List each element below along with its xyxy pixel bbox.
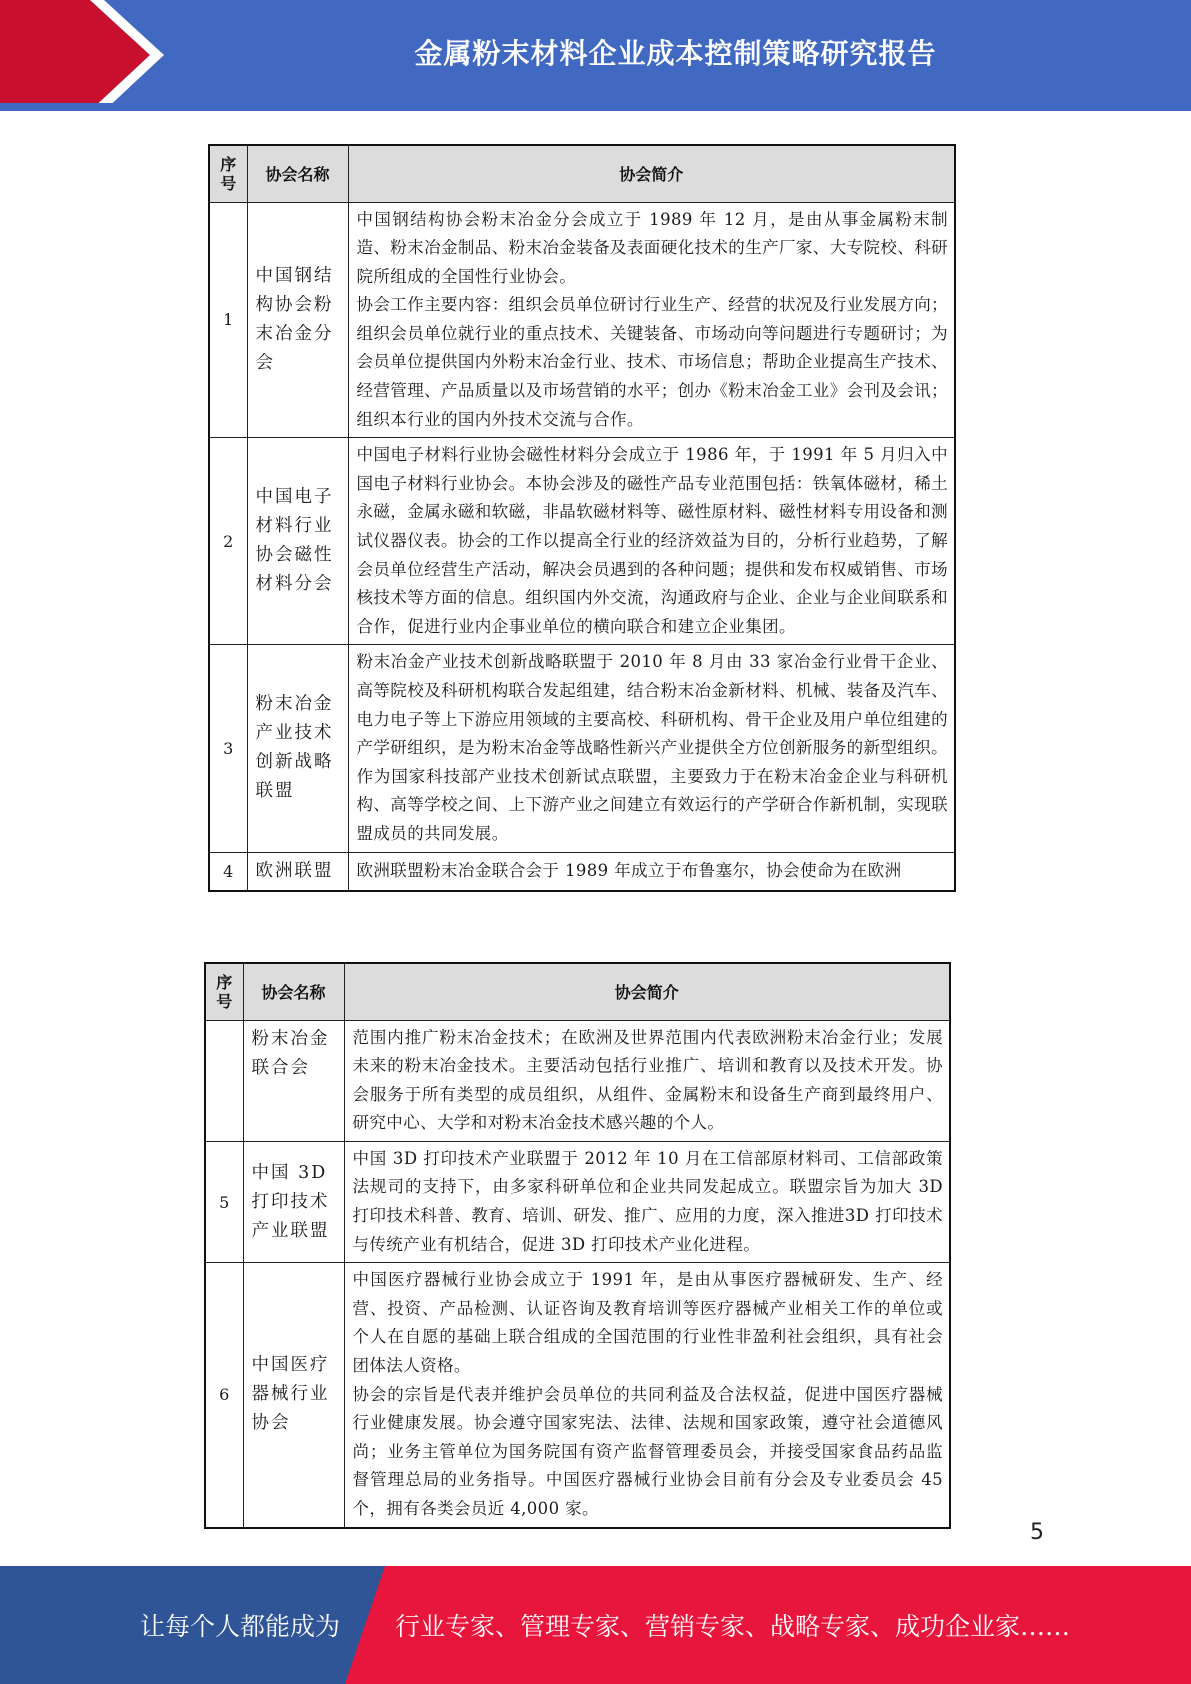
column-header-name: 协会名称	[247, 145, 348, 202]
page-footer	[0, 1566, 1191, 1684]
association-description	[344, 1141, 950, 1262]
description-paragraph: 中国医疗器械行业协会成立于 1991 年，是由从事医疗器械研发、生产、经营、投资、产品检测、认证咨询及教育培训等医疗器械产业相关工作的单位或个人在自愿的基础上联合组成的全国范围的行业性非盈利社会组织，具有社会团体法人资格。	[352, 1270, 943, 1376]
description-paragraph: 协会工作主要内容：组织会员单位研讨行业生产、经营的状况及行业发展方向；组织会员单位就行业的重点技术、关键装备、市场动向等问题进行专题研讨；为会员单位提供国内外粉末冶金行业、技术、市场信息；帮助企业提高生产技术、经营管理、产品质量以及市场营销的水平；创办《粉末冶金工业》会刊及会讯；组织本行业的国内外技术交流与合作。	[356, 295, 948, 429]
column-header-desc: 协会简介	[344, 963, 950, 1020]
column-header-index: 序号	[209, 145, 247, 202]
table-row	[205, 1141, 950, 1262]
column-header-index: 序号	[205, 963, 243, 1020]
association-name: 中国 3D 打印技术产业联盟	[243, 1141, 344, 1262]
report-title: 金属粉末材料企业成本控制策略研究报告	[414, 36, 937, 70]
table-row	[209, 202, 955, 438]
description-paragraph: 粉末冶金产业技术创新战略联盟于 2010 年 8 月由 33 家冶金行业骨干企业、高等院校及科研机构联合发起组建，结合粉末冶金新材料、机械、装备及汽车、电力电子等上下游应用领域的主要高校、科研机构、骨干企业及用户单位组建的产学研组织，是为粉末冶金等战略性新兴产业提供全方位创新服务的新型组织。作为国家科技部产业技术创新试点联盟，主要致力于在粉末冶金企业与科研机构、高等学校之间、上下游产业之间建立有效运行的产学研合作新机制，实现联盟成员的共同发展。	[356, 652, 948, 843]
column-header-name: 协会名称	[243, 963, 344, 1020]
description-paragraph: 欧洲联盟粉末冶金联合会于 1989 年成立于布鲁塞尔，协会使命为在欧洲	[356, 860, 902, 880]
association-description	[344, 1020, 950, 1141]
row-index: 6	[205, 1263, 243, 1528]
row-index: 4	[209, 852, 247, 891]
association-name: 粉末冶金联合会	[243, 1020, 344, 1141]
association-name: 中国电子材料行业协会磁性材料分会	[247, 438, 348, 645]
table-header-row	[209, 145, 955, 202]
association-description	[348, 852, 955, 891]
row-index: 1	[209, 202, 247, 438]
association-name: 欧洲联盟	[247, 852, 348, 891]
table-row	[205, 1263, 950, 1528]
row-index: 5	[205, 1141, 243, 1262]
description-paragraph: 范围内推广粉末冶金技术；在欧洲及世界范围内代表欧洲粉末冶金行业；发展未来的粉末冶金技术。主要活动包括行业推广、培训和教育以及技术开发。协会服务于所有类型的成员组织，从组件、金属粉末和设备生产商到最终用户、研究中心、大学和对粉末冶金技术感兴趣的个人。	[352, 1027, 943, 1133]
association-name: 中国钢结构协会粉末冶金分会	[247, 202, 348, 438]
row-index: 3	[209, 645, 247, 852]
footer-slogan-left: 让每个人都能成为	[140, 1612, 341, 1641]
association-table-2	[204, 962, 951, 1529]
association-description	[348, 202, 955, 438]
association-description	[348, 438, 955, 645]
page-number: 5	[1030, 1520, 1044, 1545]
association-table-1	[208, 144, 956, 892]
page-header	[0, 0, 1191, 111]
row-index: 2	[209, 438, 247, 645]
association-description	[348, 645, 955, 852]
table-row	[205, 1020, 950, 1141]
row-index	[205, 1020, 243, 1141]
footer-slogan-right: 行业专家、管理专家、营销专家、战略专家、成功企业家……	[395, 1612, 1071, 1641]
table-row	[209, 438, 955, 645]
table-header-row	[205, 963, 950, 1020]
table-row	[209, 852, 955, 891]
description-paragraph: 中国钢结构协会粉末冶金分会成立于 1989 年 12 月，是由从事金属粉末制造、粉末冶金制品、粉末冶金装备及表面硬化技术的生产厂家、大专院校、科研院所组成的全国性行业协会。	[356, 209, 948, 286]
association-name: 粉末冶金产业技术创新战略联盟	[247, 645, 348, 852]
column-header-desc: 协会简介	[348, 145, 955, 202]
association-description	[344, 1263, 950, 1528]
table-row	[209, 645, 955, 852]
description-paragraph: 中国电子材料行业协会磁性材料分会成立于 1986 年，于 1991 年 5 月归入中国电子材料行业协会。本协会涉及的磁性产品专业范围包括：铁氧体磁材，稀土永磁，金属永磁和软磁，非晶软磁材料等、磁性原材料、磁性材料专用设备和测试仪器仪表。协会的工作以提高全行业的经济效益为目的，分析行业趋势，了解会员单位经营生产活动，解决会员遇到的各种问题；提供和发布权威销售、市场核技术等方面的信息。组织国内外交流，沟通政府与企业、企业与企业间联系和合作，促进行业内企事业单位的横向联合和建立企业集团。	[356, 445, 948, 636]
description-paragraph: 中国 3D 打印技术产业联盟于 2012 年 10 月在工信部原材料司、工信部政策法规司的支持下，由多家科研单位和企业共同发起成立。联盟宗旨为加大 3D 打印技术科普、教育、培训、研发、推广、应用的力度，深入推进3D 打印技术与传统产业有机结合，促进 3D 打印技术产业化进程。	[352, 1148, 943, 1254]
description-paragraph: 协会的宗旨是代表并维护会员单位的共同利益及合法权益，促进中国医疗器械行业健康发展。协会遵守国家宪法、法律、法规和国家政策，遵守社会道德风尚；业务主管单位为国务院国有资产监督管理委员会，并接受国家食品药品监督管理总局的业务指导。中国医疗器械行业协会目前有分会及专业委员会 45 个，拥有各类会员近 4,000 家。	[352, 1384, 943, 1518]
association-name: 中国医疗器械行业协会	[243, 1263, 344, 1528]
